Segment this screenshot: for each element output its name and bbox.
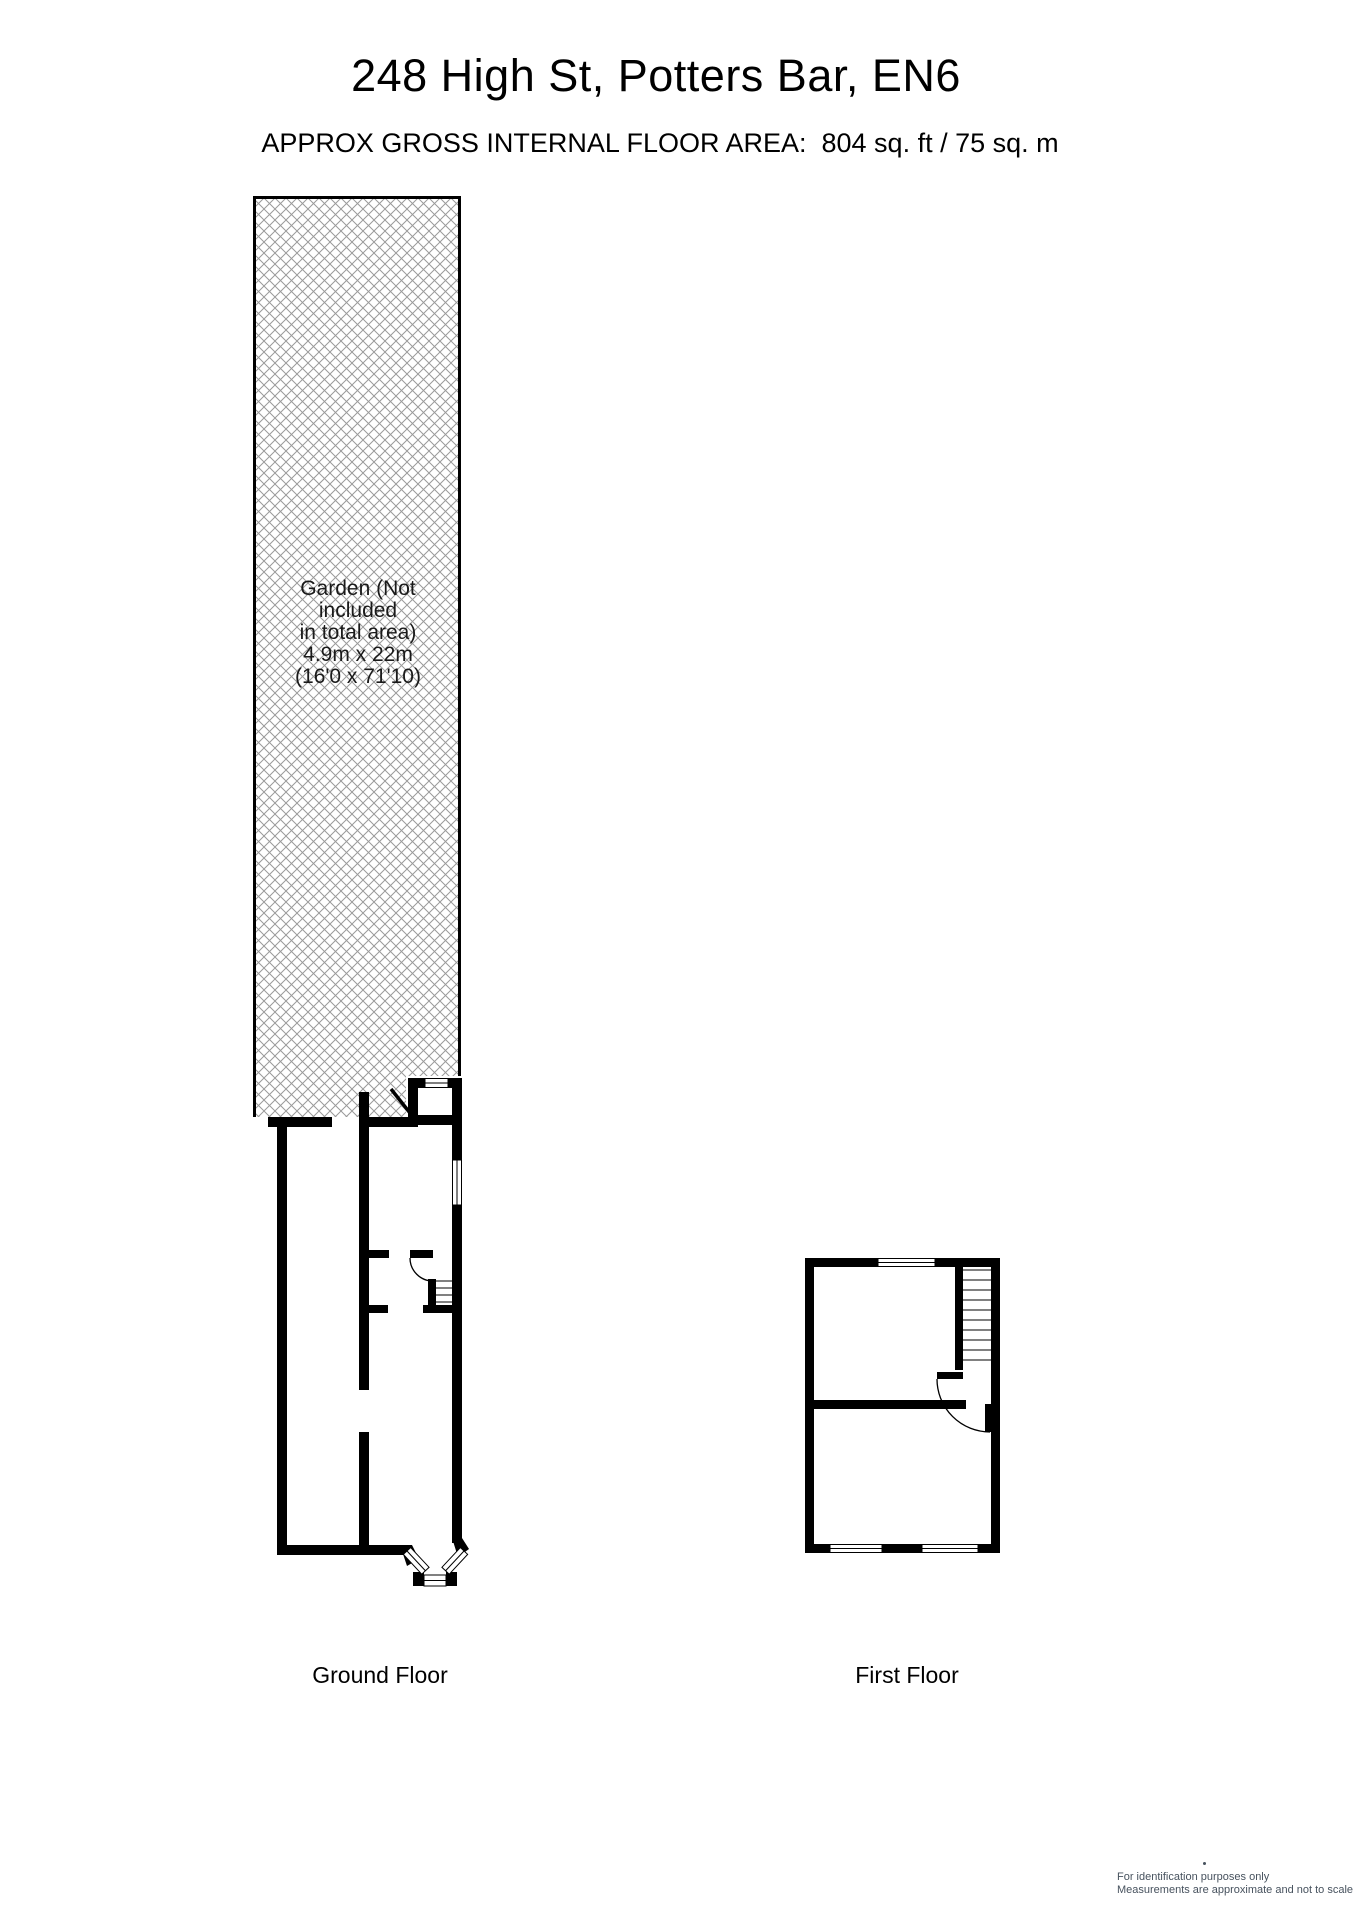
garden-label: [295, 578, 421, 688]
gf-hall-wall: [410, 1250, 433, 1258]
window: [830, 1545, 882, 1553]
gf-internal-wall-lower: [359, 1432, 369, 1555]
floor-area-subtitle: APPROX GROSS INTERNAL FLOOR AREA: 804 sq. ft / 75 sq. m: [261, 128, 1059, 158]
garden-label-line: in total area): [299, 621, 417, 644]
first-floor-label: First Floor: [855, 1662, 959, 1688]
disclaimer-line: For identification purposes only: [1117, 1871, 1270, 1883]
garden-dimensions-metric: 4.9m x 22m: [303, 643, 413, 666]
first-floor-walls: [805, 1258, 1000, 1553]
ff-left-wall: [805, 1258, 814, 1553]
window: [425, 1079, 448, 1088]
gf-hall-wall: [423, 1305, 452, 1313]
gf-door-arc: [410, 1258, 433, 1281]
ground-floor-walls: [268, 1078, 469, 1586]
ff-right-wall: [991, 1258, 1000, 1553]
garden-label-line: included: [318, 599, 398, 622]
first-floor-stairs: [963, 1270, 991, 1360]
gf-front-wall: [277, 1545, 405, 1555]
bay-window-front: [424, 1575, 446, 1586]
gf-stair-wall: [428, 1279, 436, 1305]
garden-dimensions-imperial: (16'0 x 71'10): [295, 665, 421, 688]
ff-door-leaf: [985, 1404, 991, 1432]
disclaimer: [1117, 1871, 1353, 1897]
gf-left-wall: [277, 1117, 287, 1555]
page-title: 248 High St, Potters Bar, EN6: [351, 50, 961, 101]
gf-rear-wall-left: [268, 1117, 332, 1127]
ff-stair-wall: [955, 1267, 963, 1370]
gf-bay-corner: [446, 1572, 457, 1586]
disclaimer-line: Measurements are approximate and not to scale: [1117, 1884, 1354, 1896]
disclaimer-dot: [1203, 1862, 1206, 1865]
bay-window-right: [442, 1548, 468, 1575]
window: [453, 1160, 462, 1205]
garden-label-line: Garden (Not: [300, 577, 416, 600]
window: [922, 1545, 978, 1553]
window: [878, 1259, 935, 1267]
gf-internal-wall-upper: [359, 1092, 369, 1390]
ground-floor-label: Ground Floor: [312, 1662, 448, 1688]
gf-right-wall: [452, 1078, 462, 1543]
gf-hall-wall: [369, 1305, 388, 1313]
ff-stair-bottom-wall: [937, 1372, 963, 1379]
ground-floor-stairs: [436, 1281, 452, 1302]
gf-hall-wall: [369, 1250, 389, 1258]
